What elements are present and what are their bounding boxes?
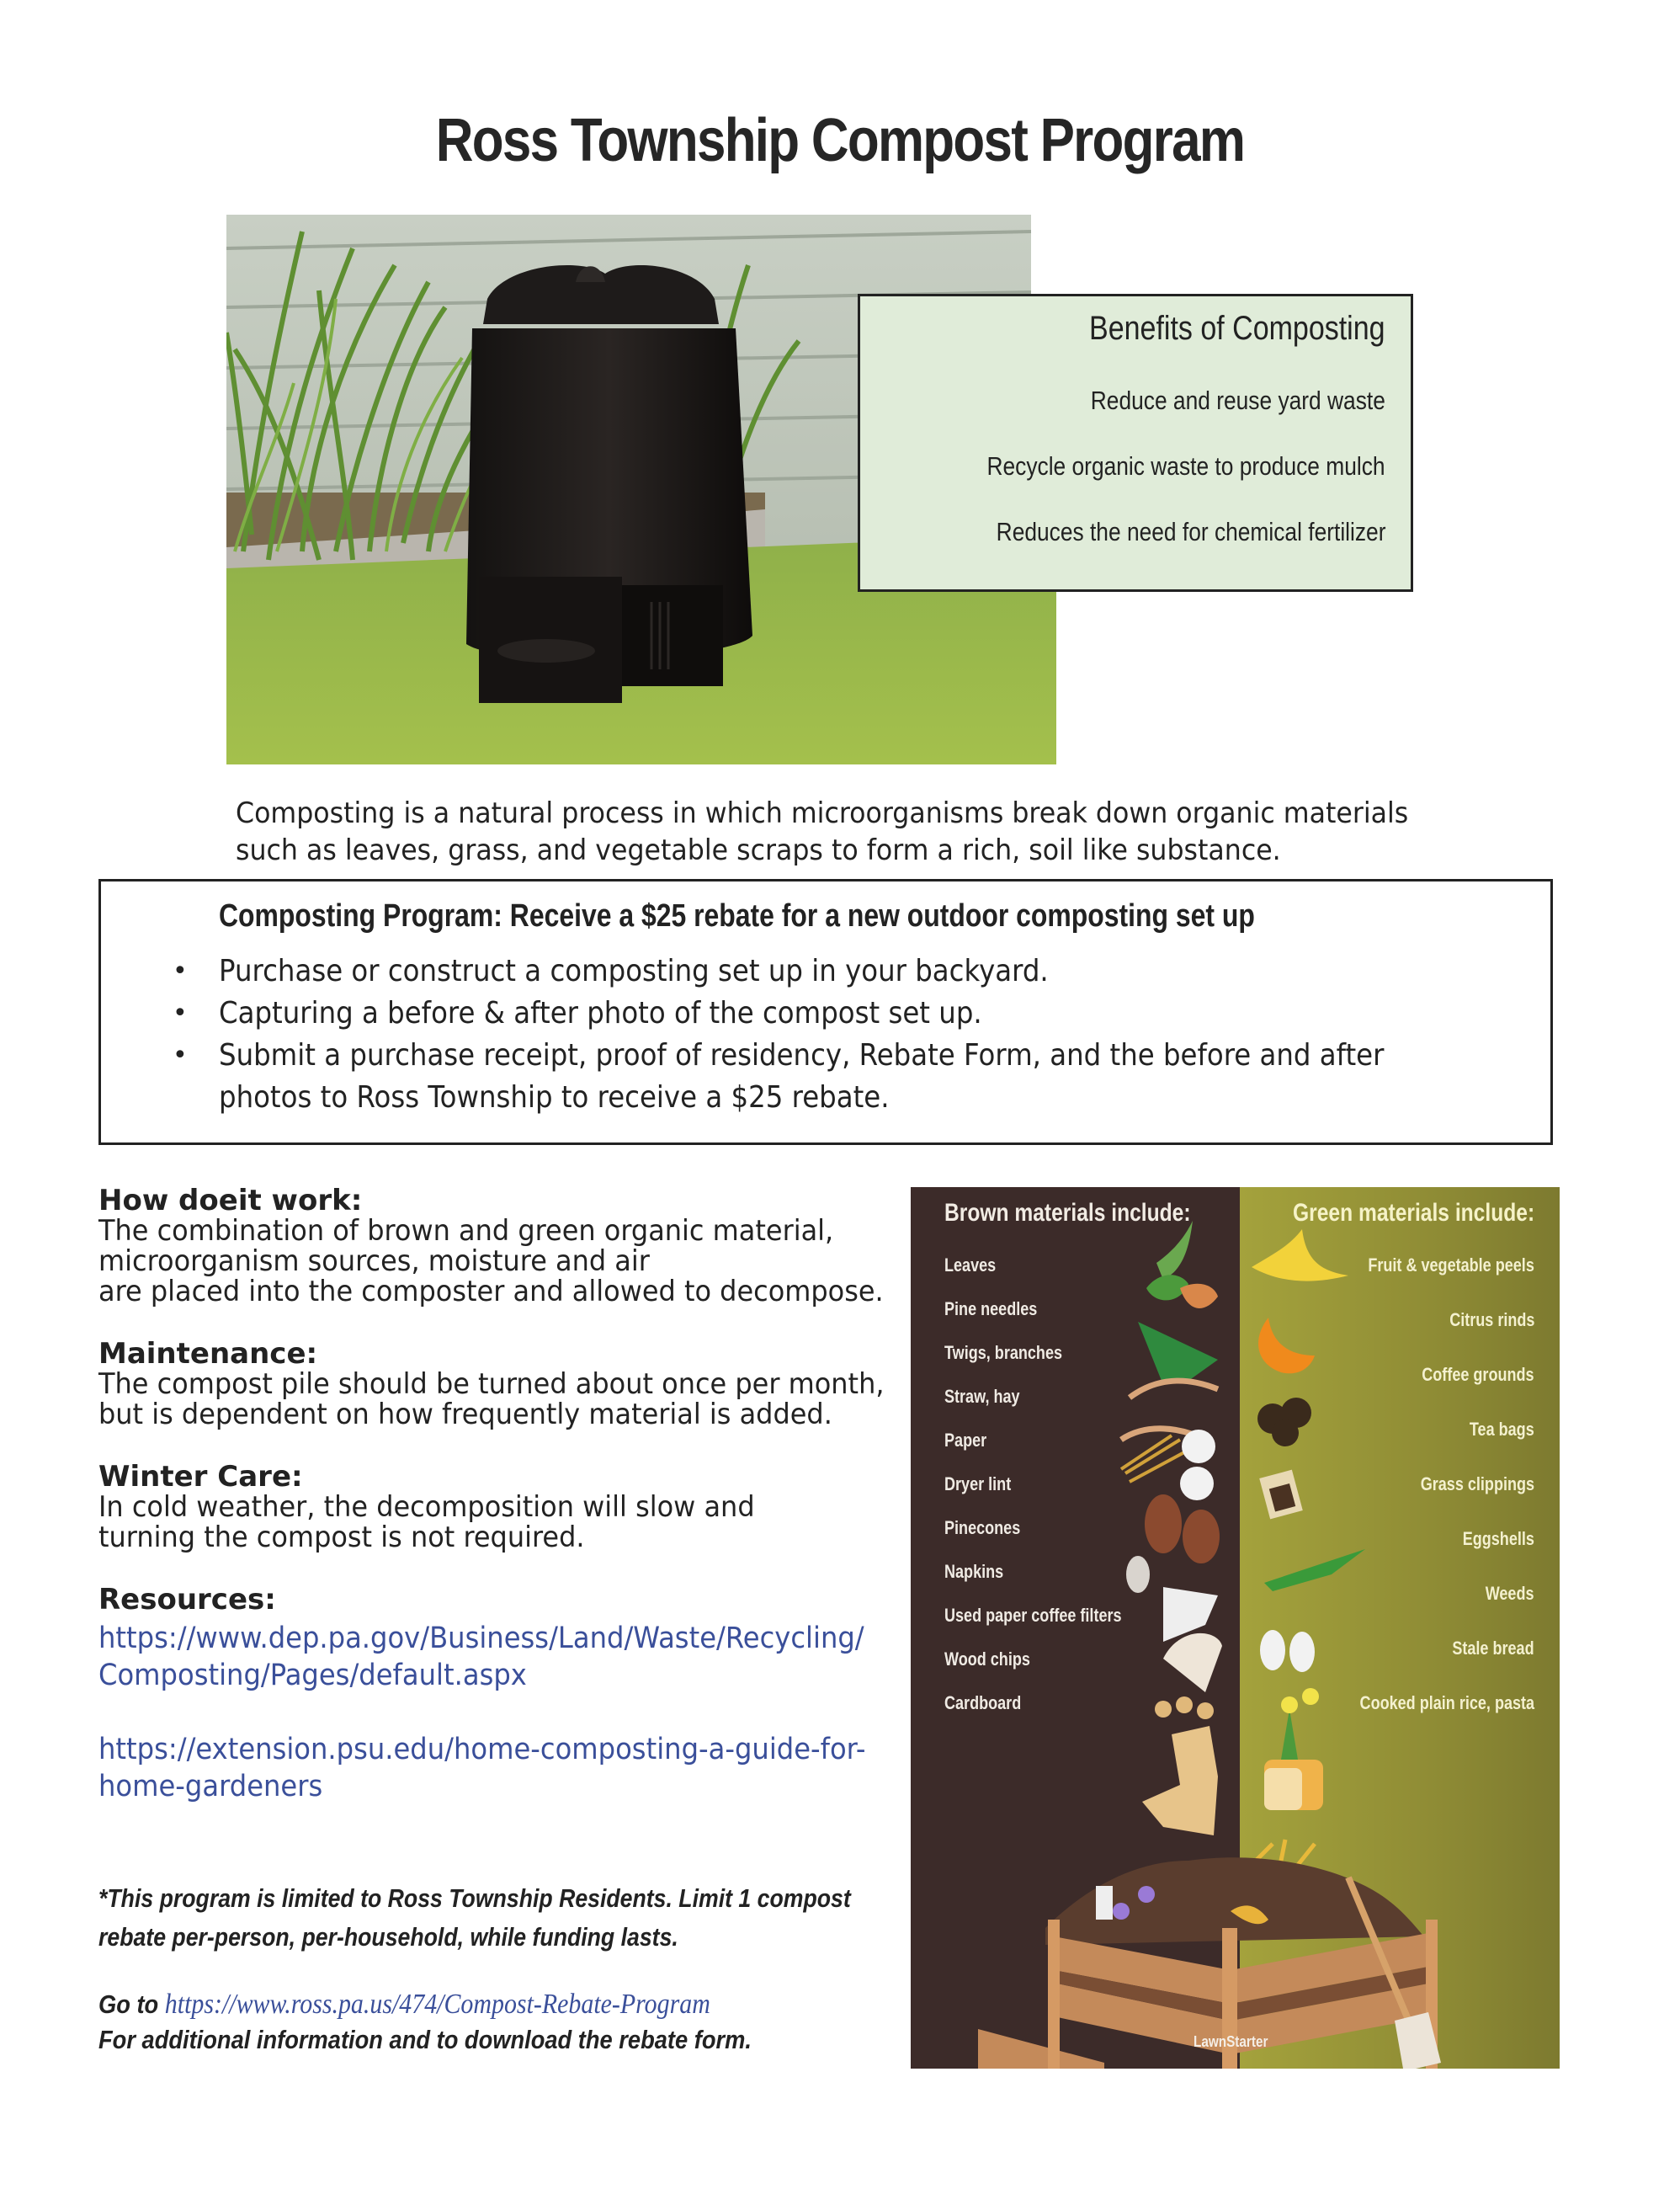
lawnstarter-logo: LawnStarter xyxy=(1194,2033,1268,2050)
brown-materials-header: Brown materials include: xyxy=(944,1199,1191,1227)
brown-item: Cardboard xyxy=(944,1692,1022,1713)
program-step xyxy=(101,951,1513,993)
eggshells-icon xyxy=(1260,1630,1315,1672)
note-line: *This program is limited to Ross Township Residents. Limit 1 compost xyxy=(98,1883,851,1913)
brown-item: Pinecones xyxy=(944,1517,1021,1538)
intro-line: Composting is a natural process in which microorganisms break down organic materials xyxy=(236,796,1409,830)
info-column xyxy=(98,1185,906,1837)
section-heading: How doeit work: xyxy=(98,1184,363,1217)
benefit-item: Reduce and reuse yard waste xyxy=(1090,386,1385,415)
section-line: turning the compost is not required. xyxy=(98,1521,585,1554)
coffee-filter-icon xyxy=(1163,1633,1222,1692)
bullet-icon: • xyxy=(173,1041,188,1070)
step-text: Capturing a before & after photo of the compost set up. xyxy=(219,996,982,1031)
green-item: Eggshells xyxy=(1462,1528,1534,1549)
brown-item: Twigs, branches xyxy=(944,1342,1063,1363)
eligibility-note xyxy=(98,1879,906,1957)
note-line: rebate per-person, per-household, while funding lasts. xyxy=(98,1922,678,1952)
section-winter-care xyxy=(98,1462,906,1553)
section-line: The compost pile should be turned about once per month, xyxy=(98,1367,885,1401)
program-box xyxy=(98,879,1553,1145)
pinecones-icon xyxy=(1126,1494,1220,1593)
link-line[interactable]: Composting/Pages/default.aspx xyxy=(98,1659,527,1692)
step-text: Submit a purchase receipt, proof of residency, Rebate Form, and the before and after xyxy=(219,1038,1385,1073)
green-item: Stale bread xyxy=(1452,1638,1534,1659)
section-heading: Winter Care: xyxy=(98,1460,303,1494)
wood-chips-icon xyxy=(1155,1696,1214,1719)
page-title: Ross Township Compost Program xyxy=(435,107,1245,174)
green-materials-header: Green materials include: xyxy=(1292,1199,1534,1227)
green-item: Grass clippings xyxy=(1420,1473,1534,1494)
brown-item: Wood chips xyxy=(944,1648,1030,1670)
step-text: photos to Ross Township to receive a $25 rebate. xyxy=(219,1080,890,1115)
link-line[interactable]: https://extension.psu.edu/home-composting-a-guide-for- xyxy=(98,1733,866,1766)
benefit-item: Reduces the need for chemical fertilizer xyxy=(996,517,1385,546)
resource-link-dep[interactable] xyxy=(98,1620,906,1694)
program-heading: Composting Program: Receive a $25 rebate for a new outdoor composting set up xyxy=(219,898,1255,934)
pine-needles-icon xyxy=(1138,1322,1218,1385)
benefit-item: Recycle organic waste to produce mulch xyxy=(986,451,1385,481)
straw-icon xyxy=(1121,1435,1184,1482)
program-steps-list xyxy=(101,951,1513,1119)
rebate-info xyxy=(98,1987,906,2058)
section-heading: Maintenance: xyxy=(98,1337,318,1371)
goto-suffix: For additional information and to download the rebate form. xyxy=(98,2025,752,2054)
benefits-title: Benefits of Composting xyxy=(1089,310,1385,347)
brown-item: Used paper coffee filters xyxy=(944,1605,1122,1626)
rebate-program-link[interactable]: https://www.ross.pa.us/474/Compost-Rebate-Program xyxy=(164,1989,710,2020)
section-line: The combination of brown and green organic material, xyxy=(98,1214,834,1248)
intro-paragraph xyxy=(236,795,1410,869)
program-step xyxy=(101,1035,1513,1119)
cardboard-icon xyxy=(1142,1726,1218,1835)
grass-icon xyxy=(1264,1549,1365,1591)
napkins-icon xyxy=(1163,1587,1218,1642)
brown-item: Napkins xyxy=(944,1561,1004,1582)
step-text: Purchase or construct a composting set up in your backyard. xyxy=(219,954,1049,988)
materials-infographic xyxy=(911,1187,1560,2069)
section-line: but is dependent on how frequently material is added. xyxy=(98,1398,832,1431)
bullet-icon: • xyxy=(173,956,188,986)
brown-item: Paper xyxy=(944,1430,987,1451)
benefits-box xyxy=(858,294,1413,592)
program-step xyxy=(101,993,1513,1035)
green-item: Cooked plain rice, pasta xyxy=(1359,1692,1534,1713)
section-line: are placed into the composter and allowed to decompose. xyxy=(98,1275,884,1308)
paper-icon xyxy=(1180,1430,1215,1500)
green-item: Tea bags xyxy=(1470,1419,1534,1440)
section-line: In cold weather, the decomposition will slow and xyxy=(98,1490,755,1524)
goto-prefix: Go to xyxy=(98,1989,165,2019)
green-item: Fruit & vegetable peels xyxy=(1368,1254,1534,1276)
section-how-it-works xyxy=(98,1185,906,1307)
citrus-icon xyxy=(1258,1318,1315,1373)
green-item: Coffee grounds xyxy=(1422,1364,1534,1385)
section-resources xyxy=(98,1584,906,1805)
brown-item: Pine needles xyxy=(944,1298,1038,1319)
green-item: Weeds xyxy=(1486,1583,1534,1604)
section-heading: Resources: xyxy=(98,1583,276,1616)
brown-item: Dryer lint xyxy=(944,1473,1012,1494)
brown-item: Leaves xyxy=(944,1254,997,1276)
intro-line: such as leaves, grass, and vegetable scraps to form a rich, soil like substance. xyxy=(236,834,1281,867)
leaves-icon xyxy=(1146,1221,1218,1308)
section-line: microorganism sources, moisture and air xyxy=(98,1244,650,1278)
link-line[interactable]: https://www.dep.pa.gov/Business/Land/Waste/Recycling/ xyxy=(98,1622,864,1655)
coffee-grounds-icon xyxy=(1257,1398,1311,1446)
link-line[interactable]: home-gardeners xyxy=(98,1770,323,1803)
resource-link-psu[interactable] xyxy=(98,1731,906,1805)
bullet-icon: • xyxy=(173,999,188,1028)
banana-peel-icon xyxy=(1252,1229,1348,1281)
section-maintenance xyxy=(98,1339,906,1430)
brown-item: Straw, hay xyxy=(944,1386,1020,1407)
weeds-icon xyxy=(1281,1688,1319,1760)
green-item: Citrus rinds xyxy=(1449,1309,1534,1330)
